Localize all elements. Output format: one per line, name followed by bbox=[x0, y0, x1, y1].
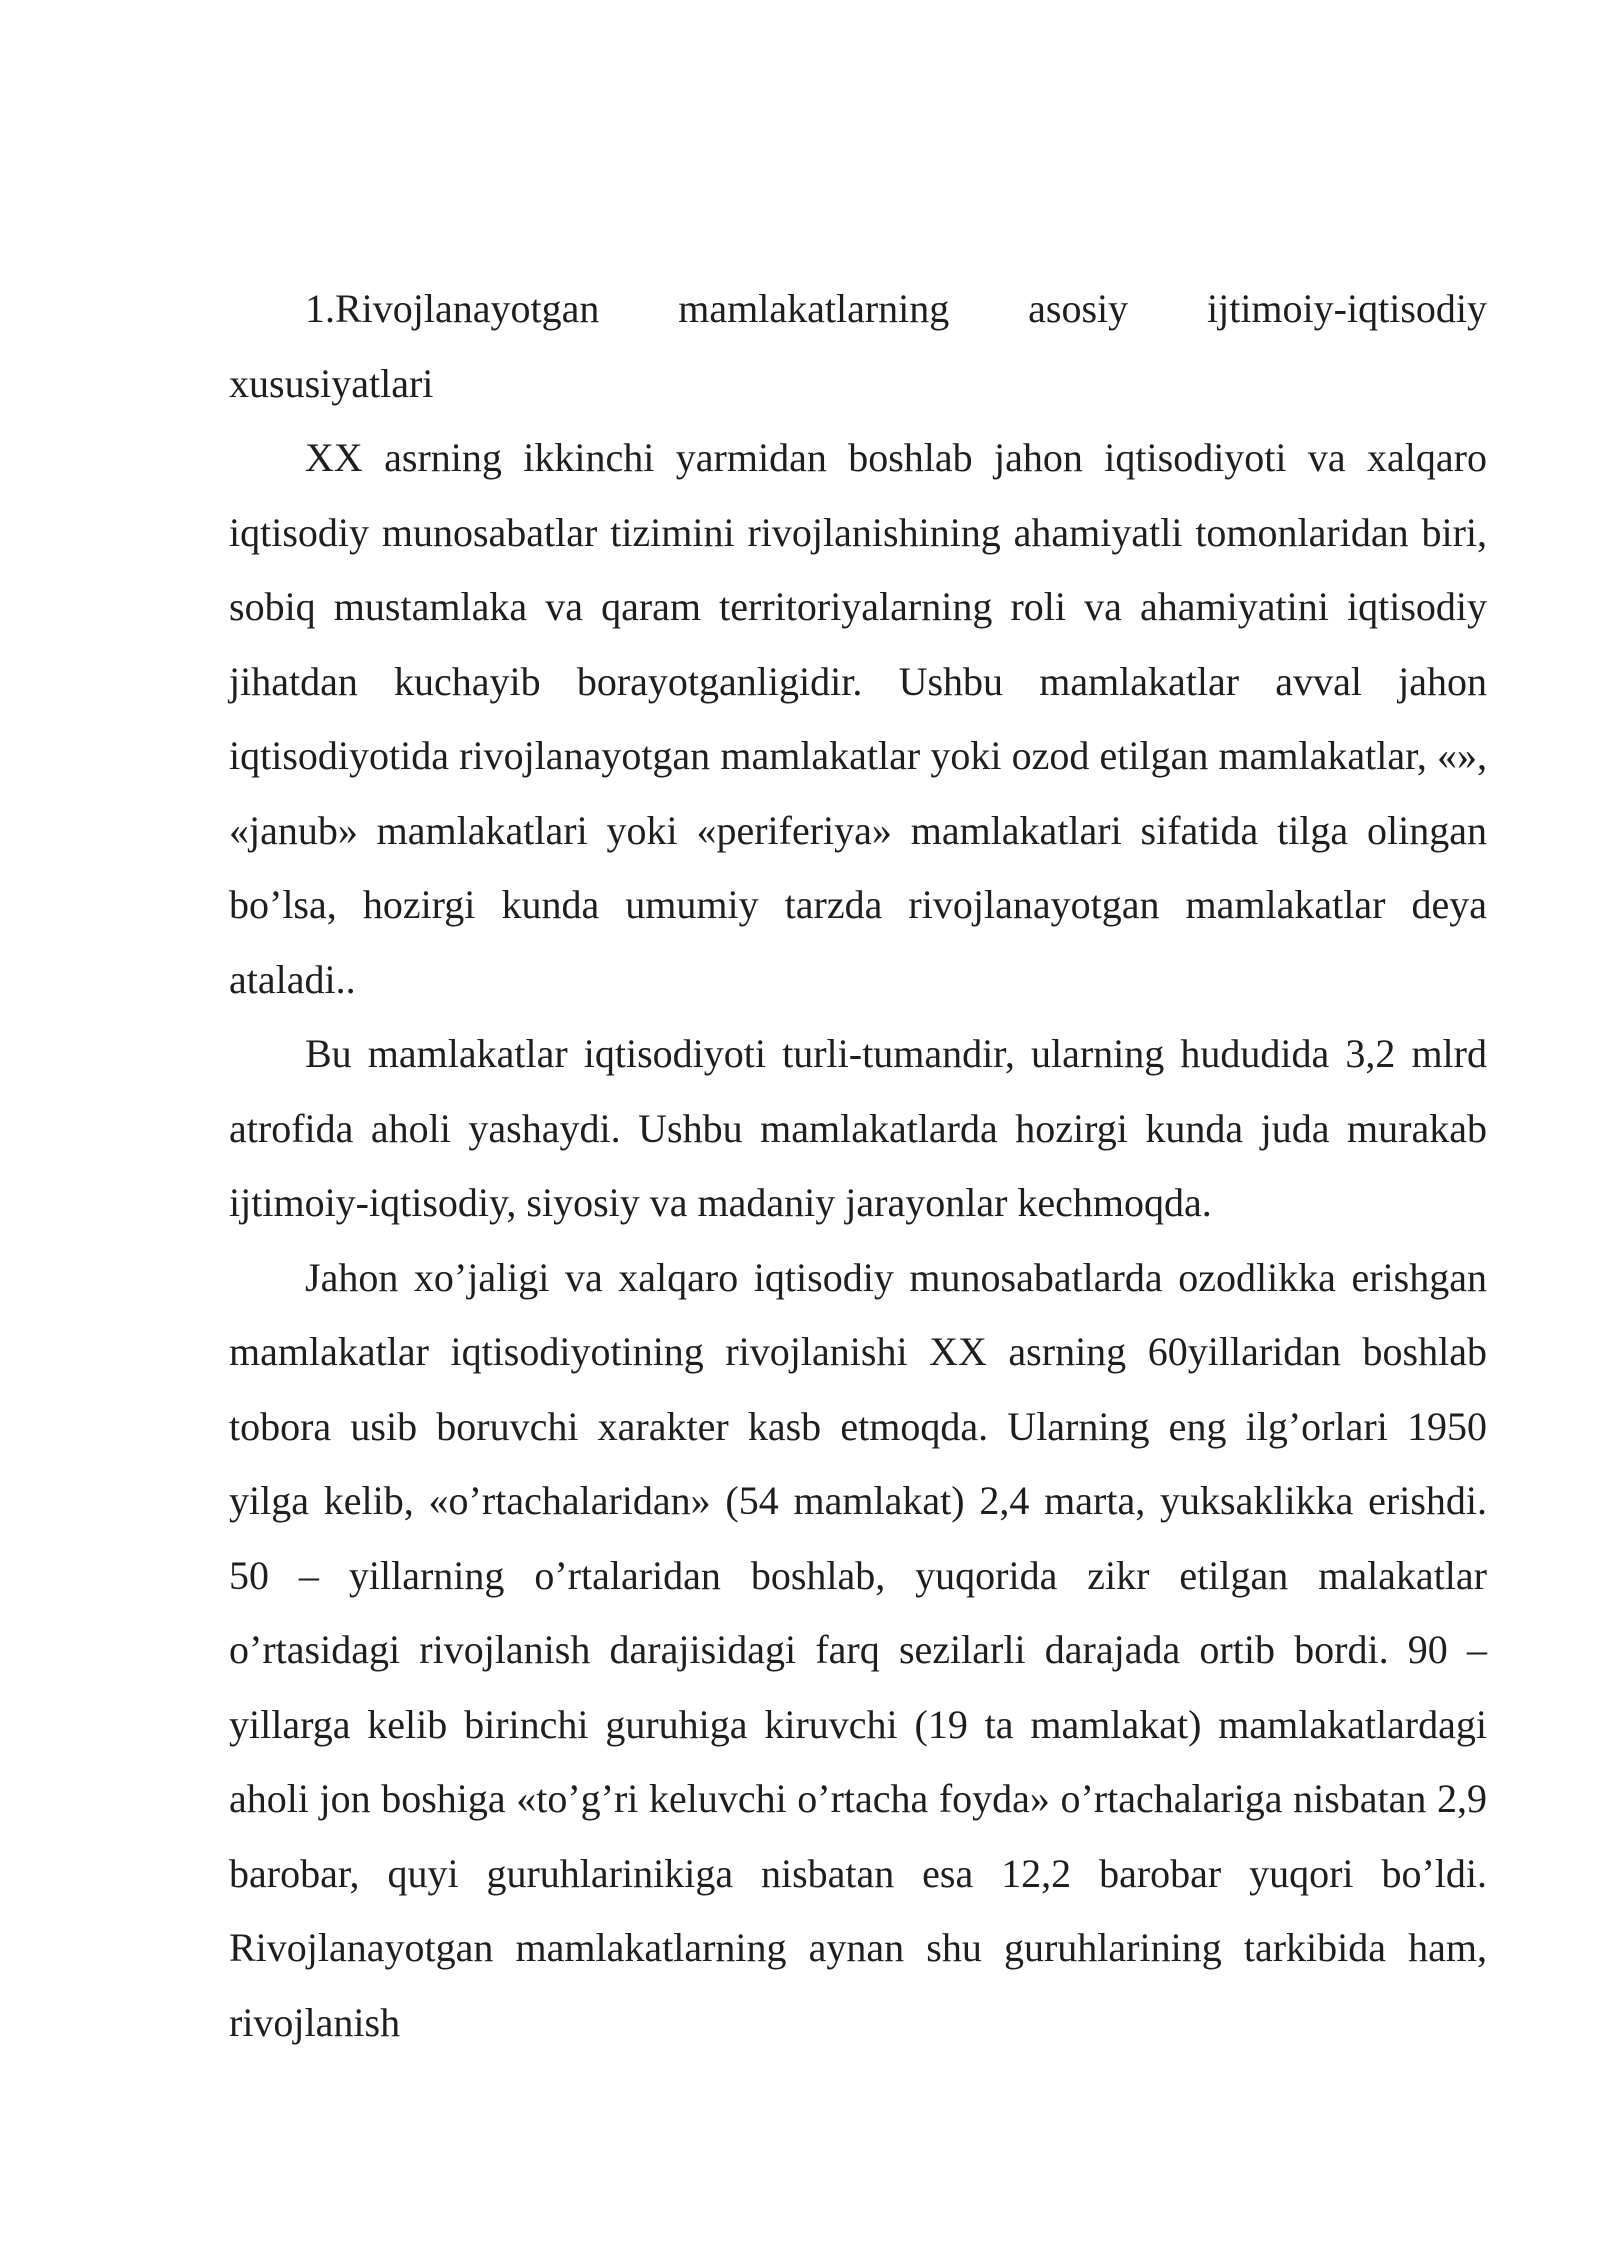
section-heading: 1.Rivojlanayotgan mamlakatlarning asosiy ijtimoiy-iqtisodiy xususiyatlari bbox=[229, 286, 1487, 406]
paragraph-1: XX asrning ikkinchi yarmidan boshlab jahon iqtisodiyoti va xalqaro iqtisodiy munosabatlar tizimini rivojlanishining ahamiyatli tomonlaridan biri, sobiq mustamlaka va qaram territoriyalarning roli va ahamiyatini iqtisodiy jihatdan kuchayib borayotganligidir. Ushbu mamlakatlar avval jahon iqtisodiyotida rivojlanayotgan mamlakatlar yoki ozod etilgan mamlakatlar, «», «janub» mamlakatlari yoki «periferiya» mamlakatlari sifatida tilga olingan bo’lsa, hozirgi kunda umumiy tarzda rivojlanayotgan mamlakatlar deya ataladi.. bbox=[229, 435, 1487, 1002]
paragraph-3: Jahon xo’jaligi va xalqaro iqtisodiy munosabatlarda ozodlikka erishgan mamlakatlar iqtisodiyotining rivojlanishi XX asrning 60yillaridan boshlab tobora usib boruvchi xarakter kasb etmoqda. Ularning eng ilg’orlari 1950 yilga kelib, «o’rtachalaridan» (54 mamlakat) 2,4 marta, yuksaklikka erishdi. 50 – yillarning o’rtalaridan boshlab, yuqorida zikr etilgan malakatlar o’rtasidagi rivojlanish darajisidagi farq sezilarli darajada ortib bordi. 90 – yillarga kelib birinchi guruhiga kiruvchi (19 ta mamlakat) mamlakatlardagi aholi jon boshiga «to’g’ri keluvchi o’rtacha foyda» o’rtachalariga nisbatan 2,9 barobar, quyi guruhlarinikiga nisbatan esa 12,2 barobar yuqori bo’ldi. Rivojlanayotgan mamlakatlarning aynan shu guruhlarining tarkibida ham, rivojlanish bbox=[229, 1254, 1487, 2045]
paragraph-2: Bu mamlakatlar iqtisodiyoti turli-tumandir, ularning hududida 3,2 mlrd atrofida aholi yashaydi. Ushbu mamlakatlarda hozirgi kunda juda murakab ijtimoiy-iqtisodiy, siyosiy va madaniy jarayonlar kechmoqda. bbox=[229, 1031, 1487, 1225]
document-page bbox=[229, 272, 1487, 2060]
